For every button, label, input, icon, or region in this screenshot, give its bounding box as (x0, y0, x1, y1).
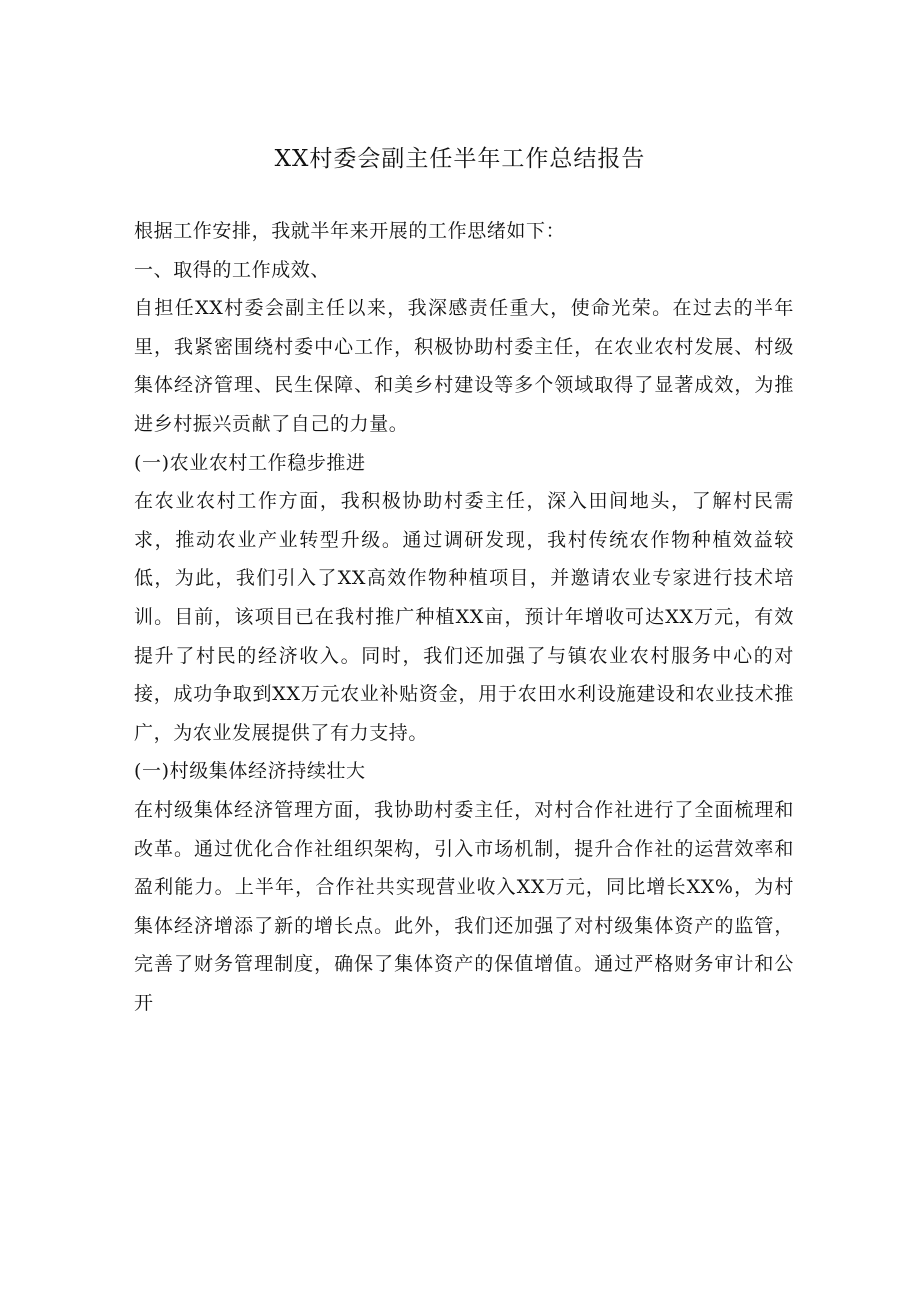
subsection-1-heading: (一)农业农村工作稳步推进 (134, 451, 366, 474)
document-title: XX村委会副主任半年工作总结报告 (274, 146, 646, 172)
section-1-heading: 一、取得的工作成效、 (134, 258, 331, 281)
section-1-paragraph: 自担任XX村委会副主任以来，我深感责任重大，使命光荣。在过去的半年里，我紧密围绕村委中心工作，积极协助村委主任，在农业农村发展、村级集体经济管理、民生保障、和美乡村建设等多个领域取得了显著成效，为推进乡村振兴贡献了自己的力量。 (134, 297, 794, 435)
subsection-1-paragraph: 在农业农村工作方面，我积极协助村委主任，深入田间地头，了解村民需求，推动农业产业转型升级。通过调研发现，我村传统农作物种植效益较低，为此，我们引入了XX高效作物种植项目，并邀请农业专家进行技术培训。目前，该项目已在我村推广种植XX亩，预计年增收可达XX万元，有效提升了村民的经济收入。同时，我们还加强了与镇农业农村服务中心的对接，成功争取到XX万元农业补贴资金，用于农田水利设施建设和农业技术推广，为农业发展提供了有力支持。 (134, 490, 794, 744)
subsection-2-heading: (一)村级集体经济持续壮大 (134, 760, 366, 783)
document-body (134, 212, 794, 1022)
subsection-2-paragraph: 在村级集体经济管理方面，我协助村委主任，对村合作社进行了全面梳理和改革。通过优化合作社组织架构，引入市场机制，提升合作社的运营效率和盈利能力。上半年，合作社共实现营业收入XX万元，同比增长XX%，为村集体经济增添了新的增长点。此外，我们还加强了对村级集体资产的监管，完善了财务管理制度，确保了集体资产的保值增值。通过严格财务审计和公开 (134, 798, 794, 1014)
intro-paragraph: 根据工作安排，我就半年来开展的工作思绪如下： (134, 220, 566, 242)
